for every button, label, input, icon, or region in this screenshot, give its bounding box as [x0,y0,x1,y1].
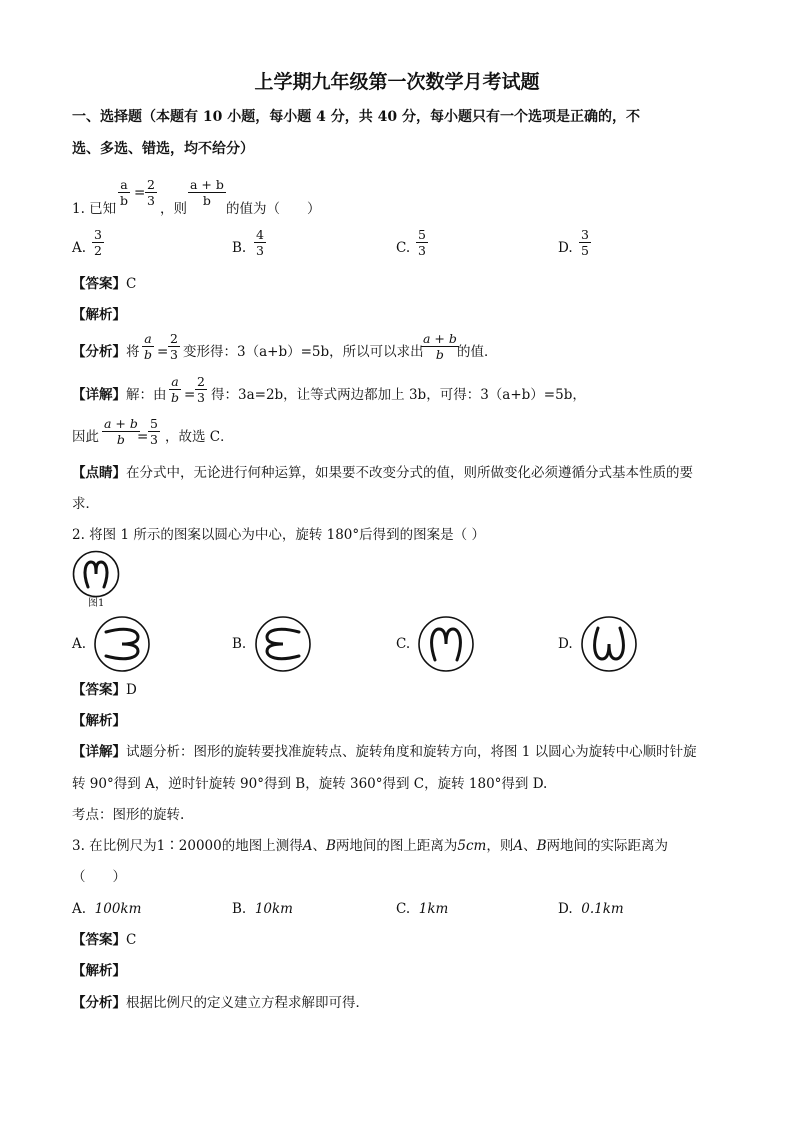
q1-fenxi-post: 的值． [457,344,498,360]
q1-expression: $\frac{a + b}{b}$ [190,177,224,209]
q2-option-a-figure [92,614,152,674]
q3-option-a: A. 100km [72,901,142,917]
q1-yinci-eq: = [137,429,149,445]
q1-fenxi-start: 【分析】将 [72,344,140,360]
q1-xiangjie-start: 【详解】解：由 [72,387,167,403]
q1-answer: 【答案】C [72,276,137,292]
q1-given-value: $\frac{2}{3}$ [147,177,155,209]
page-title: 上学期九年级第一次数学月考试题 [254,71,540,93]
section-heading-line1: 一、选择题（本题有 10 小题，每小题 4 分，共 40 分，每小题只有一个选项是正确的，不 [72,109,640,125]
q3-option-d: D. 0.1km [558,901,624,917]
q2-option-c-label: C. [396,636,411,652]
q1-yinci-post: ，故选 C． [165,429,234,445]
section-heading-line2: 选、多选、错选，均不给分） [72,141,254,157]
q3-stem-line1: 3. 在比例尺为1∶20000的地图上测得A、B两地间的图上距离为5cm，则A、B两地间的实际距离为 [72,838,669,854]
q1-given-fraction: $\frac{a}{b}$ [120,177,129,209]
q1-analysis-tag: 【解析】 [72,307,126,323]
q1-fenxi-eq: = [157,344,169,360]
q1-option-d-label: D. [558,240,573,256]
q1-yinci-frac-53: $\frac{5}{3}$ [150,416,158,448]
q1-dianjing-line2: 求． [72,496,99,512]
q1-option-b-value: $\frac{4}{3}$ [256,227,264,259]
q3-answer: 【答案】C [72,932,137,948]
q1-stem-suffix: 的值为（ ） [226,201,321,217]
q1-option-c-value: $\frac{5}{3}$ [418,227,426,259]
q1-yinci-frac-apb: $\frac{a + b}{b}$ [104,416,138,448]
q3-stem-line2: （ ） [72,869,126,885]
q1-yinci-pre: 因此 [72,429,99,445]
q2-xiangjie-line1: 【详解】试题分析：图形的旋转要找准旋转点、旋转角度和旋转方向，将图 1 以圆心为旋转中心顺时针旋 [72,744,697,760]
q2-stem: 2. 将图 1 所示的图案以圆心为中心，旋转 180°后得到的图案是（ ） [72,527,485,543]
q3-fenxi: 【分析】根据比例尺的定义建立方程求解即可得． [72,995,369,1011]
q1-option-a-label: A. [72,240,87,256]
q3-option-c: C. 1km [396,901,449,917]
q2-option-b-label: B. [232,636,247,652]
q1-xiangjie-eq: = [184,387,196,403]
q1-fenxi-frac-ab: $\frac{a}{b}$ [144,331,153,363]
q2-option-d-figure [579,614,639,674]
q1-option-b-label: B. [232,240,247,256]
q2-option-c-figure [416,614,476,674]
q1-then: ，则 [160,201,187,217]
q1-fenxi-mid: 变形得：3（a+b）=5b，所以可以求出 [183,344,424,360]
q1-option-d-value: $\frac{3}{5}$ [581,227,589,259]
q1-option-c-label: C. [396,240,411,256]
q1-equals: = [134,185,146,201]
q3-option-b: B. 10km [232,901,293,917]
q2-figure-caption: 图1 [88,598,105,609]
q1-xiangjie-post: 得：3a=2b，让等式两边都加上 3b，可得：3（a+b）=5b， [211,387,586,403]
q1-fenxi-frac-apb: $\frac{a + b}{b}$ [423,331,457,363]
q2-analysis-tag: 【解析】 [72,713,126,729]
q2-figure-1 [71,549,121,599]
q1-prefix: 1. 已知 [72,201,117,217]
q2-kaodian: 考点：图形的旋转. [72,807,185,823]
q2-xiangjie-line2: 转 90°得到 A，逆时针旋转 90°得到 B，旋转 360°得到 C，旋转 180°得到 D. [72,776,548,792]
q1-xiangjie-frac-23: $\frac{2}{3}$ [197,374,205,406]
q2-option-b-figure [253,614,313,674]
q1-xiangjie-frac-ab: $\frac{a}{b}$ [171,374,180,406]
q1-fenxi-frac-23: $\frac{2}{3}$ [170,331,178,363]
q2-option-d-label: D. [558,636,573,652]
q1-option-a-value: $\frac{3}{2}$ [94,227,102,259]
q2-option-a-label: A. [72,636,87,652]
q1-dianjing-line1: 【点睛】在分式中，无论进行何种运算，如果要不改变分式的值，则所做变化必须遵循分式基本性质的要 [72,465,693,481]
q3-analysis-tag: 【解析】 [72,963,126,979]
q2-answer: 【答案】D [72,682,137,698]
